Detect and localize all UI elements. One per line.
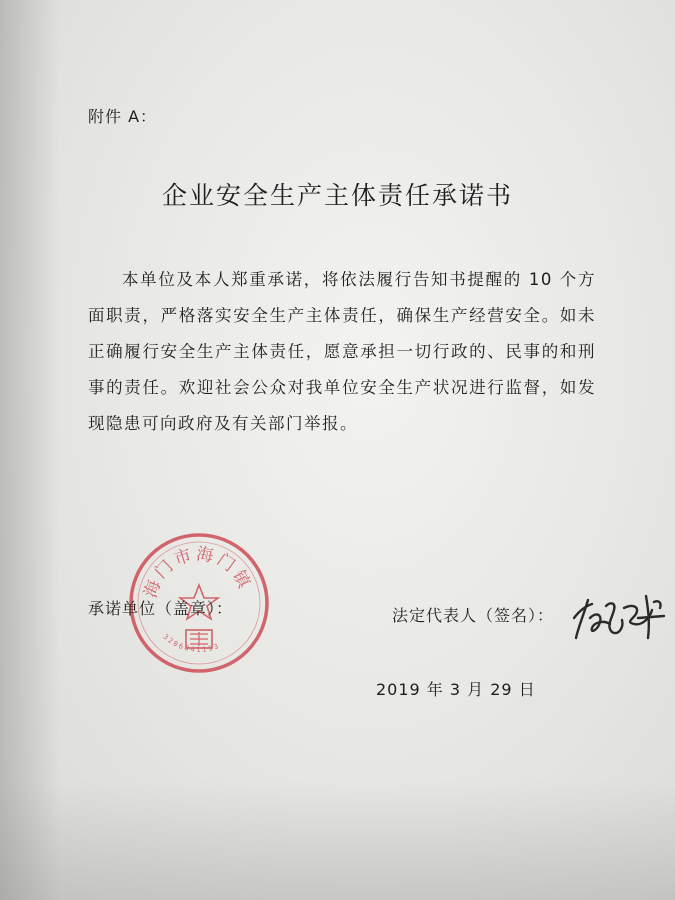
legal-representative-label: 法定代表人（签名）： [392,606,555,625]
attachment-label: 附件 A： [88,107,158,126]
photo-bottom-shadow [0,780,675,900]
seal-code-path: 3206841113 [161,632,222,654]
photo-edge-shadow [0,0,60,900]
signing-date: 2019 年 3 月 29 日 [376,680,536,699]
seal-text-path: 海门市海门镇 [140,544,255,601]
pledging-unit-label: 承诺单位（盖章）： [88,599,234,618]
handwritten-signature [566,588,670,644]
document-title: 企业安全生产主体责任承诺书 [161,181,513,210]
seal-text [141,544,255,600]
commitment-body: 本单位及本人郑重承诺，将依法履行告知书提醒的 10 个方面职责，严格落实安全生产主体责任，确保生产经营安全。如未正确履行安全生产主体责任，愿意承担一切行政的、民事的和刑事的责任。欢迎社会公众对我单位安全生产状况进行监督，如发现隐患可向政府及有关部门举报。 [88,270,596,433]
